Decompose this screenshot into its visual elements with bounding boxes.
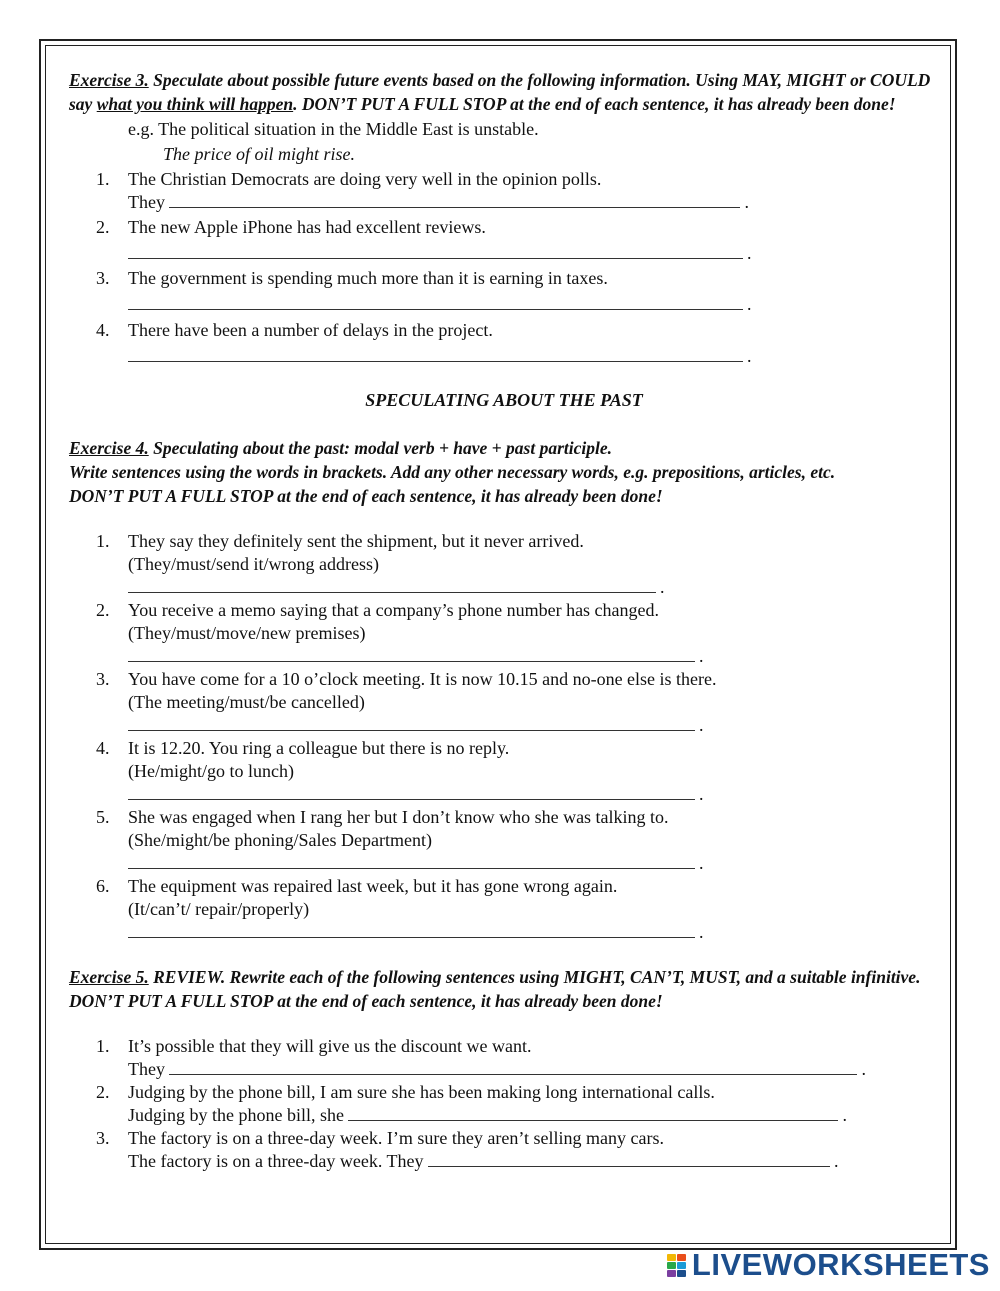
answer-blank[interactable] [128,853,695,869]
ex3-item-4: 4. There have been a number of delays in the project. . [96,320,752,366]
answer-blank[interactable] [428,1151,830,1167]
worksheet-content [69,68,939,1173]
exercise-3-label: Exercise 3. [69,70,149,90]
answer-blank[interactable] [128,346,743,362]
ex5-item-3: 3. The factory is on a three-day week. I’m sure they aren’t selling many cars. The factory is on a three-day week. They . [96,1128,839,1171]
liveworksheets-logo-text: LIVEWORKSHEETS [691,1247,990,1282]
exercise-3-instructions: Exercise 3. Speculate about possible future events based on the following information. Using MAY, MIGHT or COULD say what you think will happen. DON’T PUT A FULL STOP at the end of each sentence, it has already been done! [69,70,931,114]
answer-blank[interactable] [128,646,695,662]
example-prompt: e.g. The political situation in the Middle East is unstable. [128,119,539,139]
answer-blank[interactable] [169,1059,857,1075]
exercise-5-label: Exercise 5. [69,967,149,987]
answer-blank[interactable] [128,784,695,800]
ex3-item-3: 3. The government is spending much more than it is earning in taxes. . [96,268,752,314]
ex4-item-6: 6. The equipment was repaired last week, but it has gone wrong again. (It/can’t/ repair/properly) . [96,876,704,942]
ex5-item-2: 2. Judging by the phone bill, I am sure she has been making long international calls. Judging by the phone bill, she . [96,1082,847,1125]
ex3-item-1: 1. The Christian Democrats are doing very well in the opinion polls. They . [96,169,749,212]
section-title: SPECULATING ABOUT THE PAST [365,390,643,410]
answer-blank[interactable] [169,192,740,208]
ex3-item-2: 2. The new Apple iPhone has had excellent reviews. . [96,217,752,263]
answer-blank[interactable] [128,715,695,731]
exercise-5-instructions: Exercise 5. REVIEW. Rewrite each of the following sentences using MIGHT, CAN’T, MUST, and a suitable infinitive. DON’T PUT A FULL STOP at the end of each sentence, it has already been done! [69,967,921,1011]
ex4-item-2: 2. You receive a memo saying that a company’s phone number has changed. (They/must/move/new premises) . [96,600,704,666]
ex4-item-4: 4. It is 12.20. You ring a colleague but there is no reply. (He/might/go to lunch) . [96,738,704,804]
answer-blank[interactable] [128,922,695,938]
ex5-item-1: 1. It’s possible that they will give us the discount we want. They . [96,1036,866,1079]
answer-blank[interactable] [348,1105,838,1121]
answer-blank[interactable] [128,577,656,593]
answer-blank[interactable] [128,294,743,310]
ex4-item-3: 3. You have come for a 10 o’clock meeting. It is now 10.15 and no-one else is there. (The meeting/must/be cancelled) . [96,669,717,735]
answer-blank[interactable] [128,243,743,259]
ex4-item-1: 1. They say they definitely sent the shipment, but it never arrived. (They/must/send it/wrong address) . [96,531,665,597]
exercise-4-instructions: Exercise 4. Speculating about the past: modal verb + have + past participle. Write sentences using the words in brackets. Add any other necessary words, e.g. prepositions, articles, etc. DON’T PUT A FULL STOP at the end of each sentence, it has already been done! [69,438,836,506]
exercise-4-label: Exercise 4. [69,438,149,458]
ex4-item-5: 5. She was engaged when I rang her but I don’t know who she was talking to. (She/might/be phoning/Sales Department) . [96,807,704,873]
example-answer: The price of oil might rise. [163,144,355,164]
liveworksheets-logo-icon [667,1254,686,1277]
liveworksheets-logo [667,1247,990,1283]
